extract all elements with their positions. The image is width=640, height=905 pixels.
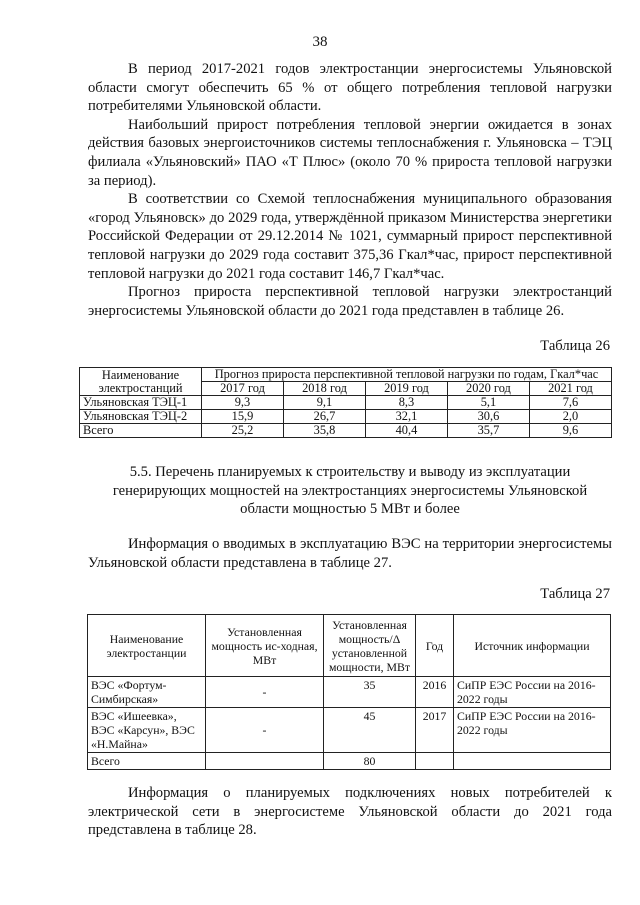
table27-year: 2016	[416, 677, 454, 708]
page-number: 38	[312, 34, 328, 50]
table26-cell: 30,6	[447, 410, 529, 424]
table27-base-capacity: -	[206, 708, 324, 753]
section-heading-5-5: 5.5. Перечень планируемых к строительству и выводу из эксплуатации генерирующих мощностей на электростанциях энергосистемы Ульяновской области мощностью 5 МВт и более	[112, 464, 588, 518]
table26-header-group: Прогноз прироста перспективной тепловой нагрузки по годам, Гкал*час	[202, 368, 612, 382]
paragraph-consumers-intro: Информация о планируемых подключениях новых потребителей к электрической сети в энергосистеме Ульяновской области до 2021 года представлена в таблице 28.	[88, 785, 612, 839]
table27-caption: Таблица 27	[540, 586, 610, 602]
paragraph-growth-zones: Наибольший прирост потребления тепловой энергии ожидается в зонах действия базовых энергоисточников системы теплоснабжения г. Ульяновска – ТЭЦ филиала «Ульяновский» ПАО «Т Плюс» (около 70 % прироста тепловой нагрузки за период).	[88, 116, 612, 189]
table-wind-plants	[87, 614, 611, 770]
table-row	[80, 410, 612, 424]
table26-cell: 35,7	[447, 424, 529, 438]
paragraph-wind-intro: Информация о вводимых в эксплуатацию ВЭС на территории энергосистемы Ульяновской области представлена в таблице 27.	[88, 536, 612, 571]
table26-year-header: 2021 год	[529, 382, 611, 396]
table27-base-capacity: -	[206, 677, 324, 708]
table26-year-header: 2017 год	[202, 382, 284, 396]
table26-header-name: Наименование электростанций	[80, 368, 202, 396]
table26-cell: 5,1	[447, 396, 529, 410]
table26-cell: 2,0	[529, 410, 611, 424]
table27-header-name: Наименование электростанции	[88, 615, 206, 677]
paragraph-heat-scheme: В соответствии со Схемой теплоснабжения муниципального образования «город Ульяновск» до 2029 года, утверждённой приказом Министерства энергетики Российской Федерации от 29.12.2014 № 1021, суммарный прирост перспективной тепловой нагрузки до 2029 года составит 375,36 Гкал*час, прирост перспективной тепловой нагрузки до 2021 года составит 146,7 Гкал*час.	[88, 191, 612, 282]
table26-cell: 15,9	[202, 410, 284, 424]
table26-cell: 26,7	[283, 410, 365, 424]
table26-cell: 8,3	[365, 396, 447, 410]
table26-cell: 35,8	[283, 424, 365, 438]
table27-total-empty	[206, 753, 324, 770]
table27-row-name: ВЭС «Фортум-Симбирская»	[88, 677, 206, 708]
table26-cell: 9,3	[202, 396, 284, 410]
table-row	[88, 753, 611, 770]
table27-total-empty	[416, 753, 454, 770]
table-row	[88, 708, 611, 753]
table26-cell: 32,1	[365, 410, 447, 424]
paragraph-forecast-intro: Прогноз прироста перспективной тепловой нагрузки электростанций энергосистемы Ульяновской области до 2021 года представлен в таблице 26.	[88, 284, 612, 319]
table-row	[80, 424, 612, 438]
table26-cell: 40,4	[365, 424, 447, 438]
table26-cell: 7,6	[529, 396, 611, 410]
table27-total-name: Всего	[88, 753, 206, 770]
intro-text	[88, 60, 612, 320]
paragraph-coverage: В период 2017-2021 годов электростанции энергосистемы Ульяновской области смогут обеспечить 65 % от общего потребления тепловой нагрузки потребителями Ульяновской области.	[88, 61, 612, 115]
table27-source: СиПР ЕЭС России на 2016-2022 годы	[454, 677, 611, 708]
table26-row-name: Всего	[80, 424, 202, 438]
table26-caption: Таблица 26	[540, 338, 610, 354]
table27-total-empty	[454, 753, 611, 770]
table-row	[88, 677, 611, 708]
table27-header-delta-capacity: Установленная мощность/Δ установленной мощности, МВт	[324, 615, 416, 677]
table-heat-load-forecast	[79, 367, 612, 438]
table-row	[80, 396, 612, 410]
table27-row-name: ВЭС «Ишеевка», ВЭС «Карсун», ВЭС «Н.Майна»	[88, 708, 206, 753]
table26-year-header: 2019 год	[365, 382, 447, 396]
table26-row-name: Ульяновская ТЭЦ-1	[80, 396, 202, 410]
table26-cell: 9,1	[283, 396, 365, 410]
table27-delta-capacity: 45	[324, 708, 416, 753]
table27-year: 2017	[416, 708, 454, 753]
table26-row-name: Ульяновская ТЭЦ-2	[80, 410, 202, 424]
table27-source: СиПР ЕЭС России на 2016-2022 годы	[454, 708, 611, 753]
table26-cell: 25,2	[202, 424, 284, 438]
table27-header-base-capacity: Установленная мощность ис-ходная, МВт	[206, 615, 324, 677]
table26-cell: 9,6	[529, 424, 611, 438]
table27-header-source: Источник информации	[454, 615, 611, 677]
table27-total-delta: 80	[324, 753, 416, 770]
bottom-text	[88, 784, 612, 840]
table27-delta-capacity: 35	[324, 677, 416, 708]
table27-header-year: Год	[416, 615, 454, 677]
table26-year-header: 2018 год	[283, 382, 365, 396]
table26-year-header: 2020 год	[447, 382, 529, 396]
mid-text	[88, 535, 612, 572]
